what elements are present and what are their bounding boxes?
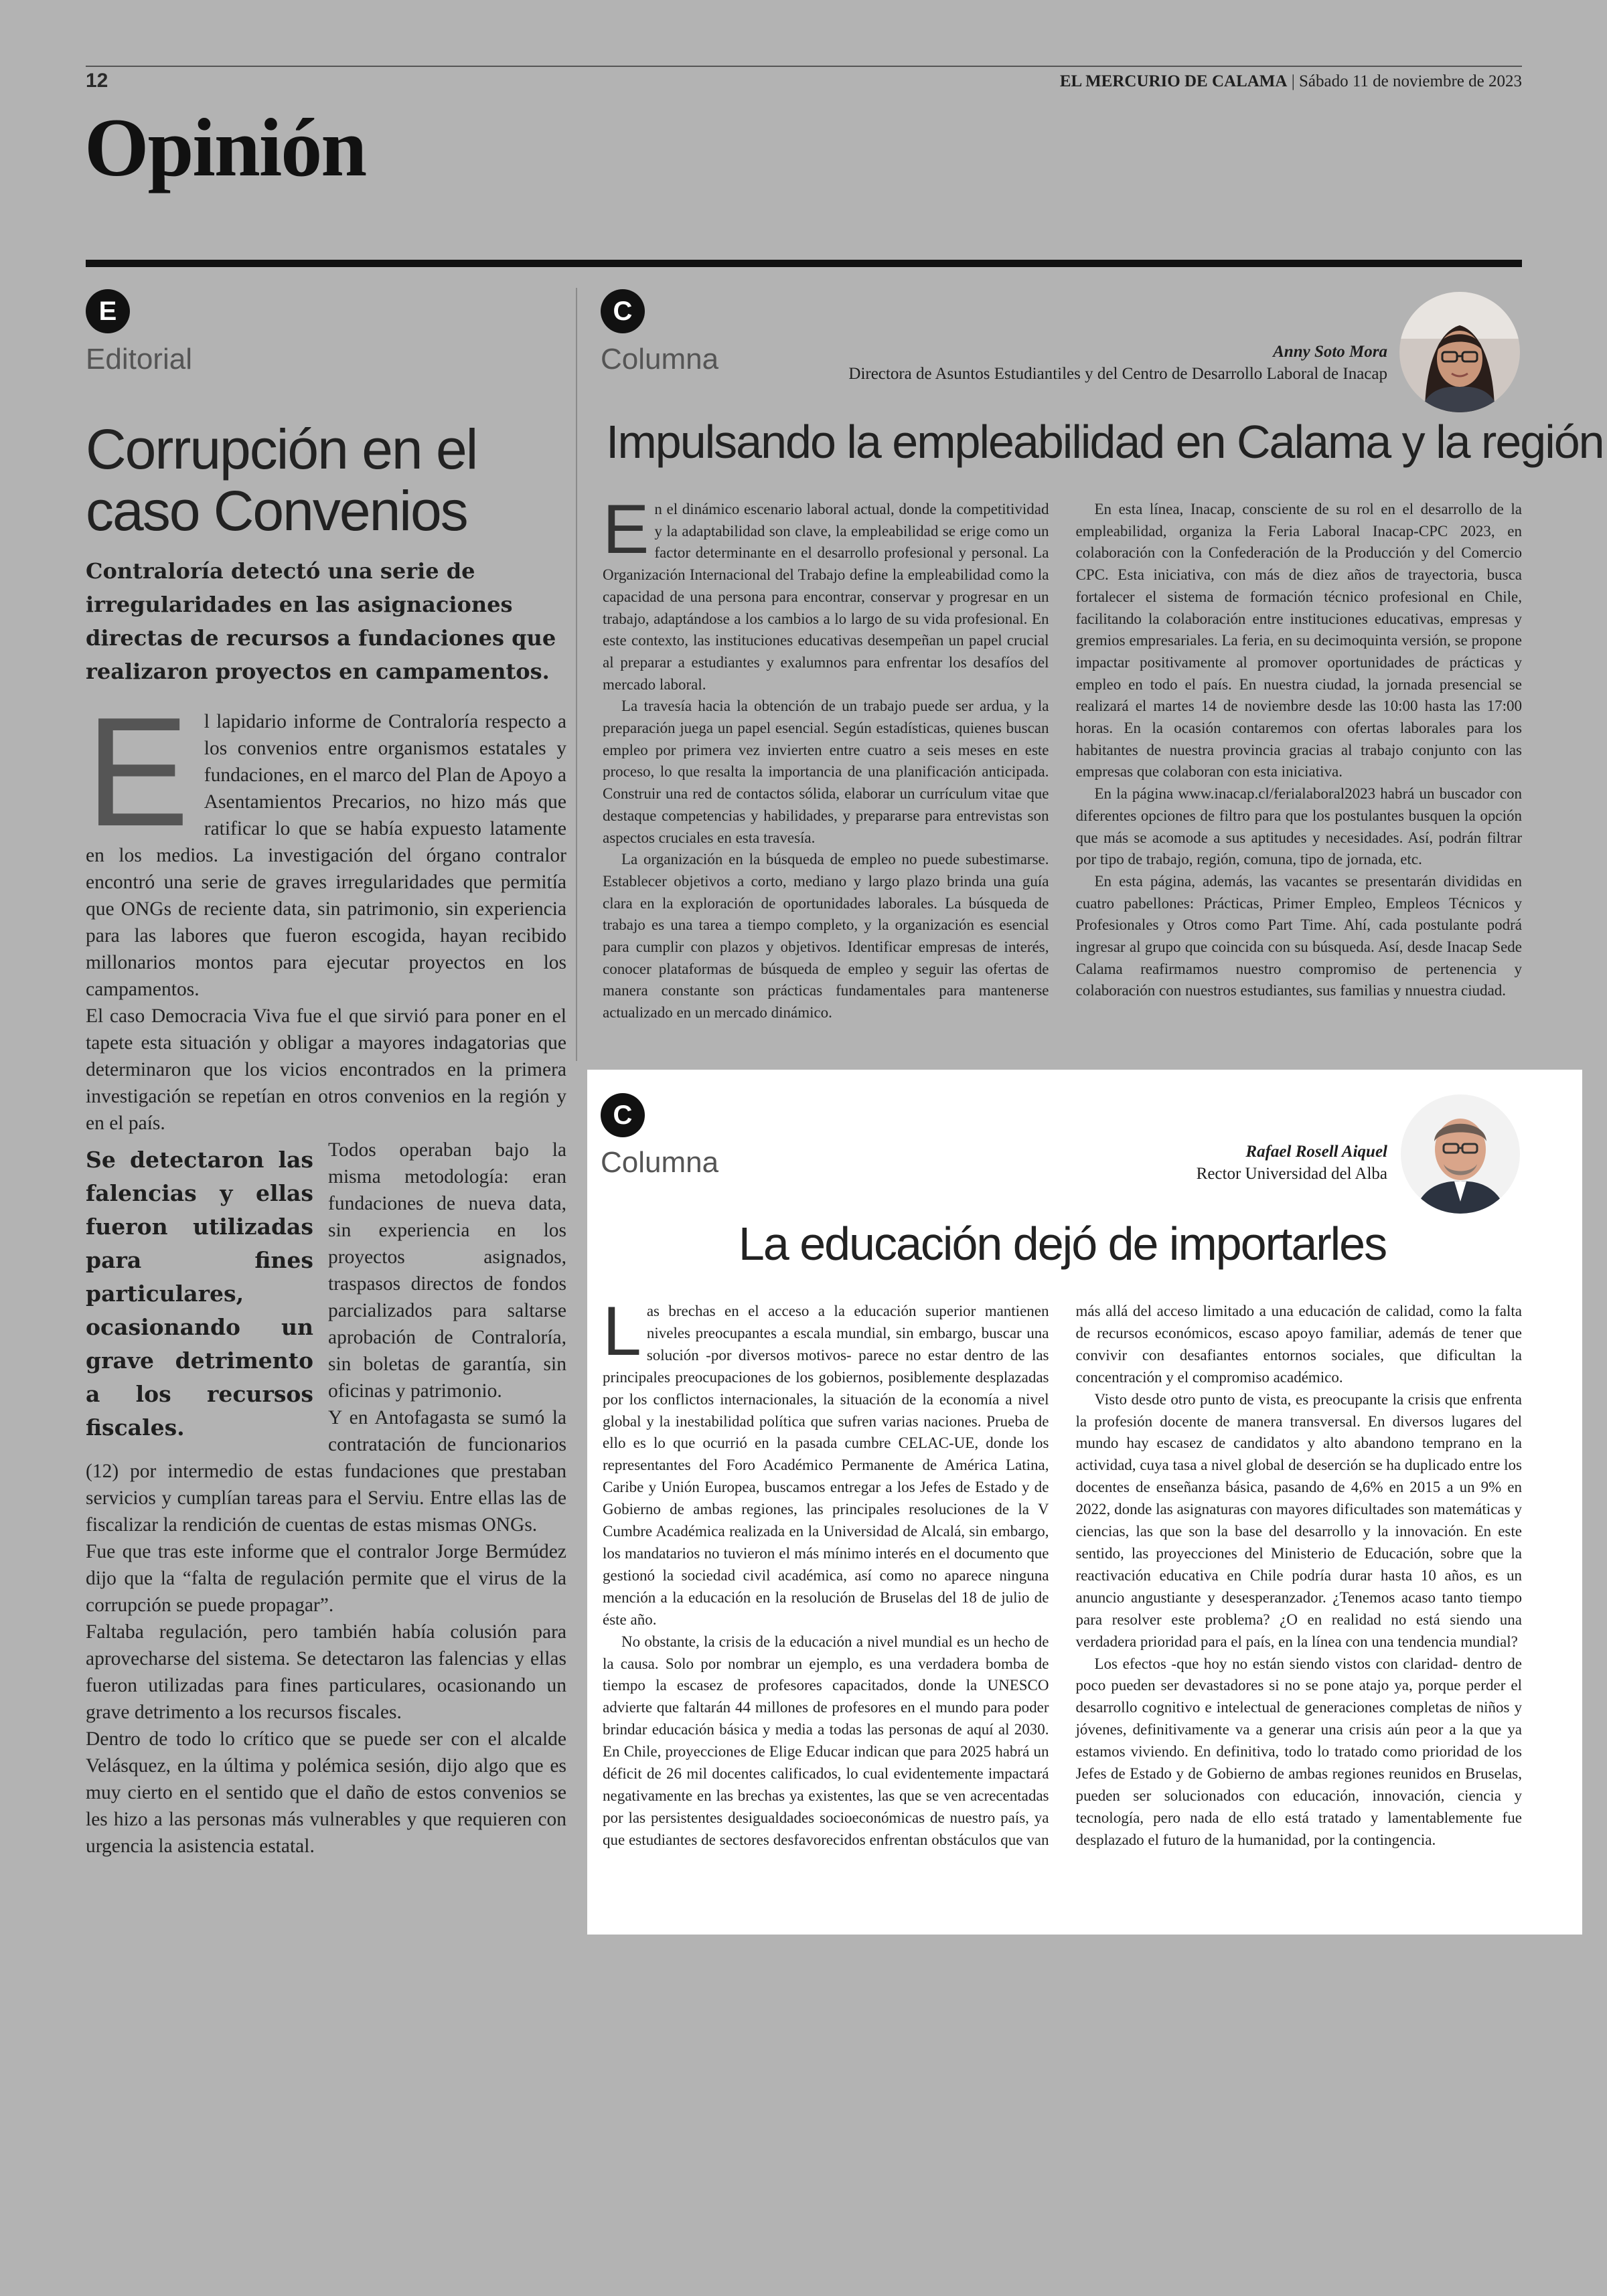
section-rule (86, 260, 1522, 267)
editorial-headline-line1: Corrupción en el (86, 418, 477, 481)
editorial-headline (86, 418, 561, 542)
column1-paragraph-text: n el dinámico escenario laboral actual, donde la competitividad y la adaptabilidad son clave, la empleabilidad se erige como un factor determinante en el desarrollo profesional y personal. La Organización Internacional del Trabajo define la empleabilidad como la capacidad de una persona para encontrar, conservar y progresar en un trabajo, adaptándose a los cambios a lo largo de su vida profesional. En este contexto, las instituciones educativas desempeñan un papel crucial al preparar a estudiantes y exalumnos para enfrentar los desafíos del mercado laboral. (603, 501, 1049, 693)
column1-badge-icon: C (601, 289, 645, 333)
column1-paragraph: La travesía hacia la obtención de un trabajo puede ser ardua, y la preparación juega un papel esencial. Según estadísticas, quienes buscan empleo por primera vez invierten entre cuatro a seis meses en este proceso, lo que resalta la importancia de una planificación anticipada. Construir una red de contactos sólida, elaborar un currículum vitae que destaque competencias y habilidades, y prepararse para entrevistas son aspectos cruciales en esta travesía. (603, 698, 1049, 846)
author-portrait-icon (1401, 1094, 1520, 1214)
column1-author: Anny Soto Mora (1273, 343, 1387, 361)
editorial-paragraph: Fue que tras este informe que el contralor Jorge Bermúdez dijo que la “falta de regulación permite que el virus de la corrupción se puede propagar”. (86, 1541, 566, 1616)
author-portrait-icon (1399, 292, 1520, 412)
page-number: 12 (86, 70, 108, 92)
editorial-badge-icon: E (86, 289, 130, 333)
column1-headline: Impulsando la empleabilidad en Calama y la región (606, 416, 1604, 468)
dateline-separator: | (1287, 72, 1299, 90)
column-divider (576, 288, 577, 1061)
editorial-subhead: Contraloría detectó una serie de irregularidades en las asignaciones directas de recursos a fundaciones que realizaron proyectos en campamentos. (86, 558, 556, 684)
column2-paragraph-text: as brechas en el acceso a la educación superior mantienen niveles preocupantes a escala mundial, sin embargo, buscar una solución -por diversos motivos- parece no estar dentro de las principales preocupaciones de los gobiernos, posiblemente desplazadas por los conflictos internacionales, la situación de la economía a nivel global y la inestabilidad política que sufren varias naciones. Prueba de ello es lo que ocurrió en la pasada cumbre CELAC-UE, donde los representantes del Foro Académico Permanente de América Latina, Caribe y Unión Europea, buscamos entregar a los Jefes de Estado y de Gobierno de ambas regiones, las principales resoluciones de la V Cumbre Académica realizada en la Universidad de Alcalá, sin embargo, los mandatarios no tuvieron el más mínimo interés en el documento que gestionó la sociedad civil académica, así como no aparece ninguna mención a la educación en la resolución de Bruselas del 18 de julio de éste año. (603, 1303, 1049, 1628)
column2-kicker: Columna (601, 1146, 719, 1179)
column1-paragraph: En esta línea, Inacap, consciente de su rol en el desarrollo de la empleabilidad, organiza la Feria Laboral Inacap-CPC 2023, en colaboración con la Confederación de la Producción y del Comercio CPC. Esta iniciativa, con más de diez años de trayectoria, busca fortalecer el sistema de formación técnico profesional en Chile, facilitando la colaboración entre instituciones educativas, empresas y gremios empresariales. La feria, en su decimoquinta versión, se propone impactar positivamente al promover oportunidades de prácticas y empleo en todo el país. En nuestra ciudad, la jornada presencial se realizará el martes 14 de noviembre desde las 10:00 hasta las 17:00 horas. En la ocasión contaremos con ofertas laborales para los habitantes de nuestra provincia gracias al trabajo conjunto con las empresas que colaboran con esta iniciativa. (1075, 501, 1522, 781)
column1-paragraph: En la página www.inacap.cl/ferialaboral2023 habrá un buscador con diferentes opciones de filtro para que los postulantes busquen la opción que más se acomode a sus aptitudes y necesidades. Así, podrán filtrar por tipo de trabajo, región, comuna, tipo de jornada, etc. (1075, 785, 1522, 868)
column2-paragraph: No obstante, la crisis de la educación a nivel mundial es un hecho de la causa. Solo por nombrar un ejemplo, es una verdadera bomba de tiempo la escasez de profesores capacitados, donde la UNESCO advierte que faltarán 44 millones de profesores en el mundo para poder brindar educación básica y media a todas las personas de aquí al 2030. En Chile, proyecciones de Elige Educar indican que para 2025 habrá un déficit de 26 mil docentes calificados, lo cual evidentemente impactará negativamente en las brechas ya existentes, las que se ven acrecentadas por las persistentes desigualdades socioeconómicas de nuestro país, ya que estudiantes de sectores desfavorecidos enfrentan obstáculos que van más allá del acceso limitado a una educación de calidad, como la falta de recursos económicos, escaso apoyo familiar, además de tener que convivir con desafiantes entornos sociales, que dificultan la concentración y el compromiso académico. (603, 1303, 1522, 1848)
column2-paragraph: Los efectos -que hoy no están siendo vistos con claridad- dentro de poco pueden ser devastadores si no se pone atajo ya, porque perder el desarrollo cognitivo e intelectual de generaciones completas de niños y jóvenes, definitivamente va a generar una crisis aún peor a la que ya estamos viviendo. En definitiva, todo lo tratado como prioridad de los Jefes de Estado y de Gobierno de ambas regiones reunidos en Bruselas, pueden ser solucionados con educación, innovación, ciencia y tecnología, pero nada de ello está tratado y lamentablemente fue desplazado el futuro de la humanidad, por la contingencia. (1075, 1655, 1522, 1848)
editorial-headline-line2: caso Convenios (86, 479, 467, 542)
newspaper-name: EL MERCURIO DE CALAMA (1059, 72, 1288, 90)
column2-body (603, 1293, 1522, 1903)
column1-body (603, 491, 1522, 1054)
column1-paragraph (603, 491, 1049, 695)
column2-badge-icon: C (601, 1093, 645, 1137)
editorial-paragraph: Faltaba regulación, pero también había colusión para aprovecharse del sistema. Se detectaron las falencias y ellas fueron utilizadas para fines particulares, ocasionando un grave detrimento a los recursos fiscales. (86, 1621, 566, 1723)
column2-author-photo (1401, 1094, 1520, 1214)
column1-paragraph: La organización en la búsqueda de empleo no puede subestimarse. Establecer objetivos a corto, mediano y largo plazo brinda una guía clara en la exploración de oportunidades laborales. La búsqueda de trabajo es una tarea a tiempo completo, y la organización es esencial para cumplir con plazos y objetivos. Identificar empresas de interés, conocer plataformas de búsqueda de empleo y seguir las ofertas de manera constante son prácticas fundamentales para mantenerse actualizado en un mercado dinámico. (603, 851, 1049, 1021)
column1-dropcap: E (603, 491, 649, 568)
column2-dropcap: L (603, 1293, 641, 1370)
editorial-kicker: Editorial (86, 343, 192, 376)
column2-paragraph (603, 1293, 1049, 1631)
top-rule (86, 66, 1522, 67)
editorial-paragraph: El caso Democracia Viva fue el que sirvió para poner en el tapete esta situación y obligar a mayores indagatorias que determinaron que los vicios encontrados en la primera investigación se repetían en otros convenios en la región y en el país. (86, 1005, 566, 1134)
editorial-dropcap: E (86, 685, 189, 859)
section-title: Opinión (84, 102, 366, 193)
editorial-paragraph: Todos operaban bajo la misma metodología: eran fundaciones de nueva data, sin experiencia en los proyectos asignados, traspasos directos de fondos parcializados para saltarse aprobación de Contraloría, sin boletas de garantía, sin oficinas y patrimonio. (328, 1139, 566, 1402)
column1-author-photo (1399, 292, 1520, 412)
editorial-paragraph: l lapidario informe de Contraloría respecto a los convenios entre organismos estatales y fundaciones, en el marco del Plan de Apoyo a Asentamientos Precarios, no hizo más que ratificar lo que se había expuesto latamente en los medios. La investigación del órgano contralor encontró una serie de graves irregularidades que permitía que ONGs de reciente data, sin patrimonio, sin experiencia para las labores que fueron escogida, hayan recibido millonarios montos para ejecutar proyectos en los campamentos. (86, 711, 566, 1000)
column2-author: Rafael Rosell Aiquel (1245, 1143, 1387, 1161)
column2-paragraph: Visto desde otro punto de vista, es preocupante la crisis que enfrenta la profesión docente de manera transversal. En diversos lugares del mundo hay escasez de candidatos y alto abandono temprano en la actividad, cuya tasa a nivel global de deserción se ha duplicado entre los docentes de enseñanza básica, pasando de 4,6% en 2015 a un 9% en 2022, donde las asignaturas con mayores dificultades son matemáticas y ciencias, las que son la base del desarrollo y la innovación. En este sentido, las proyecciones del Ministerio de Educación, sobre que la reactivación educativa en Chile podría durar hasta 10 años, es un anuncio angustiante y desesperanzador. ¿Tenemos acaso tanto tiempo para resolver este problema? ¿O en realidad no está siendo una verdadera prioridad para el país, en la línea con una tendencia mundial? (1075, 1390, 1522, 1650)
column1-author-role: Directora de Asuntos Estudiantiles y del Centro de Desarrollo Laboral de Inacap (848, 365, 1387, 383)
column2-author-role: Rector Universidad del Alba (1196, 1165, 1387, 1183)
editorial-pullquote-box (86, 1143, 313, 1445)
editorial-pullquote: Se detectaron las falencias y ellas fueron utilizadas para fines particulares, ocasionando un grave detrimento a los recursos fiscales. (86, 1147, 313, 1441)
publication-date: Sábado 11 de noviembre de 2023 (1298, 72, 1522, 90)
column1-kicker: Columna (601, 343, 719, 376)
editorial-body (86, 685, 566, 1860)
editorial-paragraph: Y en Antofagasta se sumó la contratación de funcionarios (12) por intermedio de estas fundaciones que prestaban servicios y cumplían tareas para el Serviu. Entre ellas las de fiscalizar la rendición de cuentas de estas mismas ONGs. (86, 1407, 566, 1536)
column1-paragraph: En esta página, además, las vacantes se presentarán divididas en cuatro pabellones: Prácticas, Primer Empleo, Empleos Técnicos y Profesionales y Otros como Part Time. Ahí, cada postulante podrá ingresar al grupo que coincida con su búsqueda. Así, desde Inacap Sede Calama reafirmamos nuestro compromiso de pertenencia y colaboración con nuestros estudiantes, sus familias y nnuestra ciudad. (1075, 872, 1522, 999)
column2-headline: La educación dejó de importarles (738, 1218, 1387, 1270)
editorial-paragraph: Dentro de todo lo crítico que se puede ser con el alcalde Velásquez, en la última y polémica sesión, dijo algo que es muy cierto en el sentido que el daño de estos convenios se les hizo a las personas más vulnerables y que requieren con urgencia la asistencia estatal. (86, 1728, 566, 1857)
dateline (1060, 72, 1522, 91)
